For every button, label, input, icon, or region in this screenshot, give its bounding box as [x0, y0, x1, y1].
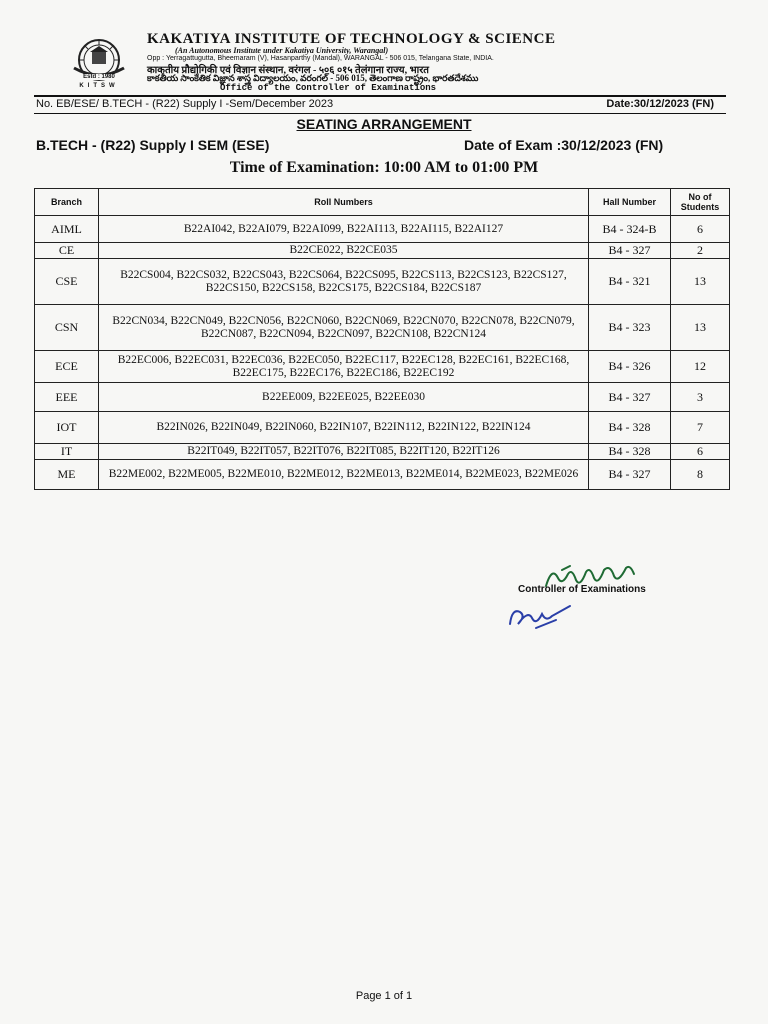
table-row	[35, 259, 730, 305]
count-cell: 12	[671, 351, 730, 383]
roll-numbers-cell: B22CE022, B22CE035	[99, 243, 589, 259]
page-number: Page 1 of 1	[355, 990, 413, 1002]
table-row	[35, 305, 730, 351]
institute-address: Opp : Yerragattugutta, Bheemaram (V), Hasanparthy (Mandal), WARANGAL - 506 015, Telangana State, INDIA.	[147, 55, 494, 62]
logo-abbreviation: KITSW	[79, 83, 119, 89]
hall-cell: B4 - 321	[589, 259, 671, 305]
header-branch: Branch	[35, 189, 99, 216]
institute-logo	[68, 38, 130, 100]
branch-cell: CE	[35, 243, 99, 259]
exam-time: Time of Examination: 10:00 AM to 01:00 PM	[229, 159, 539, 176]
table-row	[35, 444, 730, 460]
count-cell: 3	[671, 383, 730, 412]
letterhead	[0, 0, 768, 100]
count-cell: 2	[671, 243, 730, 259]
hall-cell: B4 - 324-B	[589, 216, 671, 243]
exam-date: Date of Exam :30/12/2023 (FN)	[464, 137, 664, 153]
table-row	[35, 243, 730, 259]
branch-cell: IOT	[35, 412, 99, 444]
roll-numbers-cell: B22IT049, B22IT057, B22IT076, B22IT085, B22IT120, B22IT126	[99, 444, 589, 460]
logo-established-text: Estd : 1980	[72, 74, 126, 80]
institute-name: KAKATIYA INSTITUTE OF TECHNOLOGY & SCIENCE	[147, 31, 556, 47]
roll-numbers-cell: B22EE009, B22EE025, B22EE030	[99, 383, 589, 412]
roll-numbers-cell: B22EC006, B22EC031, B22EC036, B22EC050, B22EC117, B22EC128, B22EC161, B22EC168, B22EC175, B22EC176, B22EC186, B22EC192	[99, 351, 589, 383]
count-cell: 6	[671, 216, 730, 243]
roll-numbers-cell: B22CN034, B22CN049, B22CN056, B22CN060, B22CN069, B22CN070, B22CN078, B22CN079, B22CN087, B22CN094, B22CN097, B22CN108, B22CN124	[99, 305, 589, 351]
table-row	[35, 460, 730, 490]
institute-name-hindi: काकतीय प्रौद्योगिकी एवं विज्ञान संस्थान, वरंगल - ५०६ ०१५ तेलंगाना राज्य, भारत	[147, 65, 430, 76]
seating-table	[34, 188, 730, 490]
table-header-row	[35, 189, 730, 216]
header-roll-numbers: Roll Numbers	[99, 189, 589, 216]
hall-cell: B4 - 323	[589, 305, 671, 351]
count-cell: 8	[671, 460, 730, 490]
reference-row	[34, 95, 726, 114]
branch-cell: EEE	[35, 383, 99, 412]
header-student-count: No of Students	[671, 189, 730, 216]
document-title	[0, 116, 768, 132]
roll-numbers-cell: B22ME002, B22ME005, B22ME010, B22ME012, B22ME013, B22ME014, B22ME023, B22ME026	[99, 460, 589, 490]
initials-icon	[506, 602, 576, 632]
roll-numbers-cell: B22IN026, B22IN049, B22IN060, B22IN107, B22IN112, B22IN122, B22IN124	[99, 412, 589, 444]
count-cell: 6	[671, 444, 730, 460]
hall-cell: B4 - 327	[589, 243, 671, 259]
hall-cell: B4 - 328	[589, 444, 671, 460]
count-cell: 13	[671, 305, 730, 351]
exam-info-line	[36, 137, 696, 155]
branch-cell: ECE	[35, 351, 99, 383]
hall-cell: B4 - 327	[589, 383, 671, 412]
roll-numbers-cell: B22AI042, B22AI079, B22AI099, B22AI113, B22AI115, B22AI127	[99, 216, 589, 243]
signature-label: Controller of Examinations	[518, 584, 646, 595]
hall-cell: B4 - 328	[589, 412, 671, 444]
branch-cell: CSE	[35, 259, 99, 305]
reference-number: No. EB/ESE/ B.TECH - (R22) Supply I -Sem/December 2023	[36, 98, 334, 110]
hall-cell: B4 - 327	[589, 460, 671, 490]
seal-icon	[68, 38, 130, 88]
count-cell: 13	[671, 259, 730, 305]
table-row	[35, 383, 730, 412]
office-name: Office of the Controller of Examinations	[220, 83, 437, 93]
branch-cell: IT	[35, 444, 99, 460]
table-row	[35, 412, 730, 444]
table-row	[35, 351, 730, 383]
branch-cell: CSN	[35, 305, 99, 351]
hall-cell: B4 - 326	[589, 351, 671, 383]
reference-date: Date:30/12/2023 (FN)	[606, 98, 714, 110]
institute-subtitle: (An Autonomous Institute under Kakatiya University, Warangal)	[175, 46, 389, 55]
roll-numbers-cell: B22CS004, B22CS032, B22CS043, B22CS064, B22CS095, B22CS113, B22CS123, B22CS127, B22CS150, B22CS158, B22CS175, B22CS184, B22CS187	[99, 259, 589, 305]
table-row	[35, 216, 730, 243]
title-text: SEATING ARRANGEMENT	[296, 116, 472, 132]
branch-cell: ME	[35, 460, 99, 490]
branch-cell: AIML	[35, 216, 99, 243]
header-hall-number: Hall Number	[589, 189, 671, 216]
count-cell: 7	[671, 412, 730, 444]
signature-block	[500, 560, 700, 640]
course-name: B.TECH - (R22) Supply I SEM (ESE)	[36, 137, 270, 153]
institute-name-telugu: కాకతీయ సాంకేతిక విజ్ఞాన శాస్త్ర విద్యాలయం, వరంగల్ - 506 015, తెలంగాణ రాష్ట్రం, భారతదేశము	[147, 73, 479, 83]
